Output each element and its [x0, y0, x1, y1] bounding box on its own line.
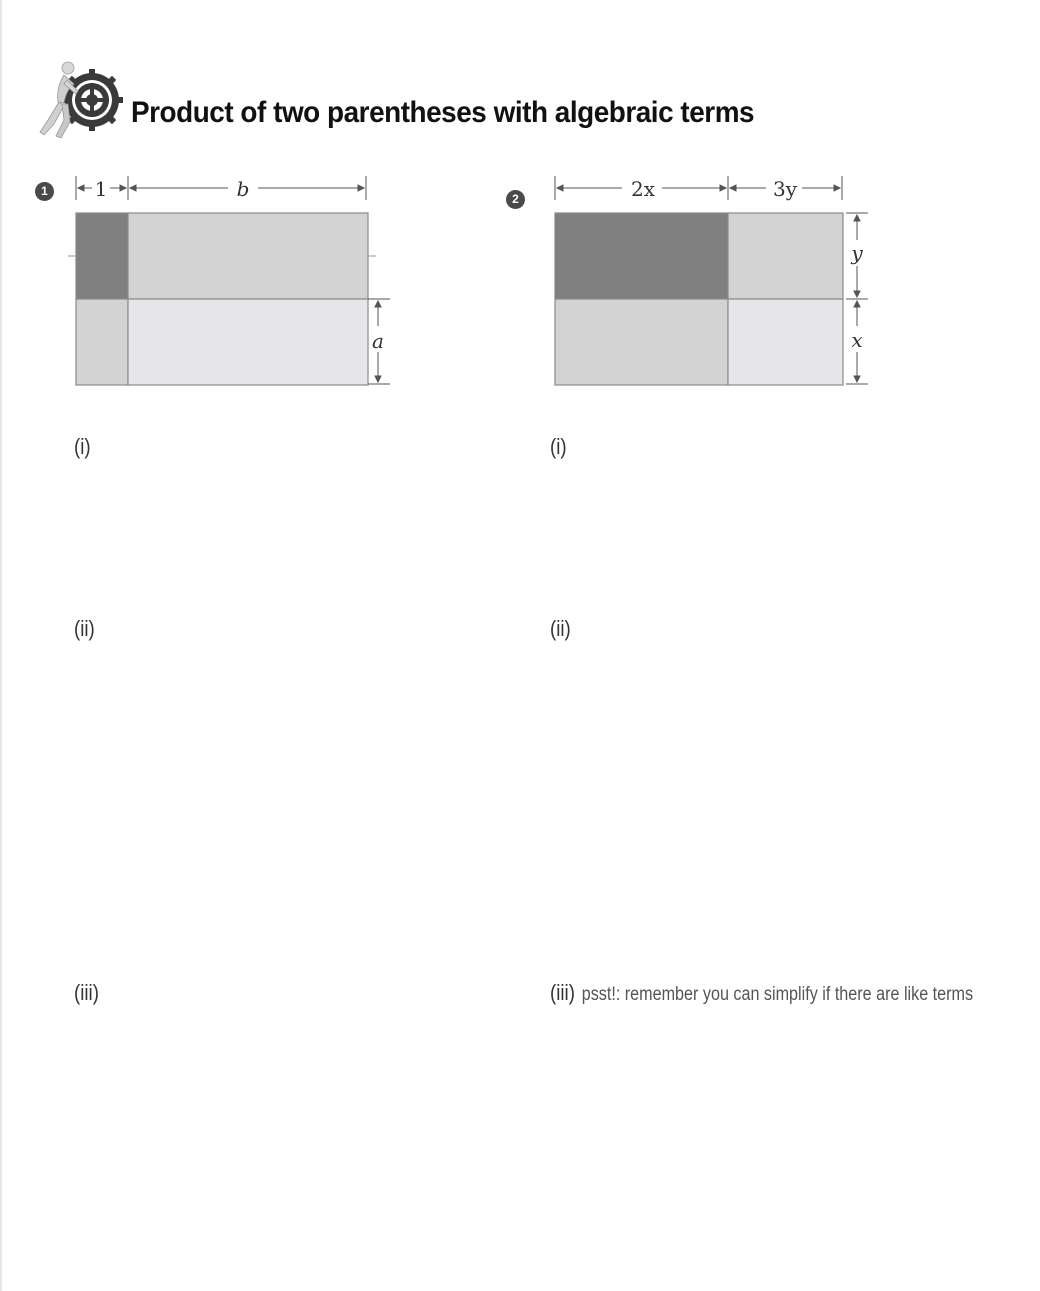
- part-label-1-ii: (ii): [74, 616, 95, 641]
- hint-text: psst!: remember you can simplify if there are like terms: [581, 984, 974, 1005]
- area-cell-dark: [555, 213, 728, 299]
- area-cell-mid: [128, 213, 368, 299]
- part-label-2-iii: [550, 980, 973, 1006]
- dimension-label-1: 1: [94, 177, 108, 201]
- page-left-border: [0, 0, 2, 1291]
- page-title: Product of two parentheses with algebraic terms: [131, 96, 755, 129]
- dimension-label-y: y: [851, 241, 863, 265]
- area-cell-dark: [76, 213, 128, 299]
- area-diagram-2: [540, 168, 880, 393]
- area-cell-mid: [76, 299, 128, 385]
- part-label-1-iii: (iii): [74, 980, 99, 1005]
- area-cell-light: [128, 299, 368, 385]
- part-label-text: (iii): [550, 980, 575, 1005]
- dimension-label-a: a: [372, 329, 384, 353]
- problem-number-badge: 1: [35, 182, 54, 201]
- area-diagram-1: [60, 168, 400, 393]
- part-label-2-i: (i): [550, 434, 567, 459]
- area-cell-mid: [555, 299, 728, 385]
- dimension-label-x: x: [851, 328, 863, 352]
- dimension-label-2x: 2x: [630, 177, 656, 201]
- figure-pushing-gear-icon: [34, 58, 126, 148]
- part-label-1-i: (i): [74, 434, 91, 459]
- dimension-label-b: b: [236, 177, 250, 201]
- area-cell-light: [728, 299, 843, 385]
- area-cell-mid: [728, 213, 843, 299]
- dimension-label-3y: 3y: [772, 177, 798, 201]
- problem-number-badge: 2: [506, 190, 525, 209]
- part-label-2-ii: (ii): [550, 616, 571, 641]
